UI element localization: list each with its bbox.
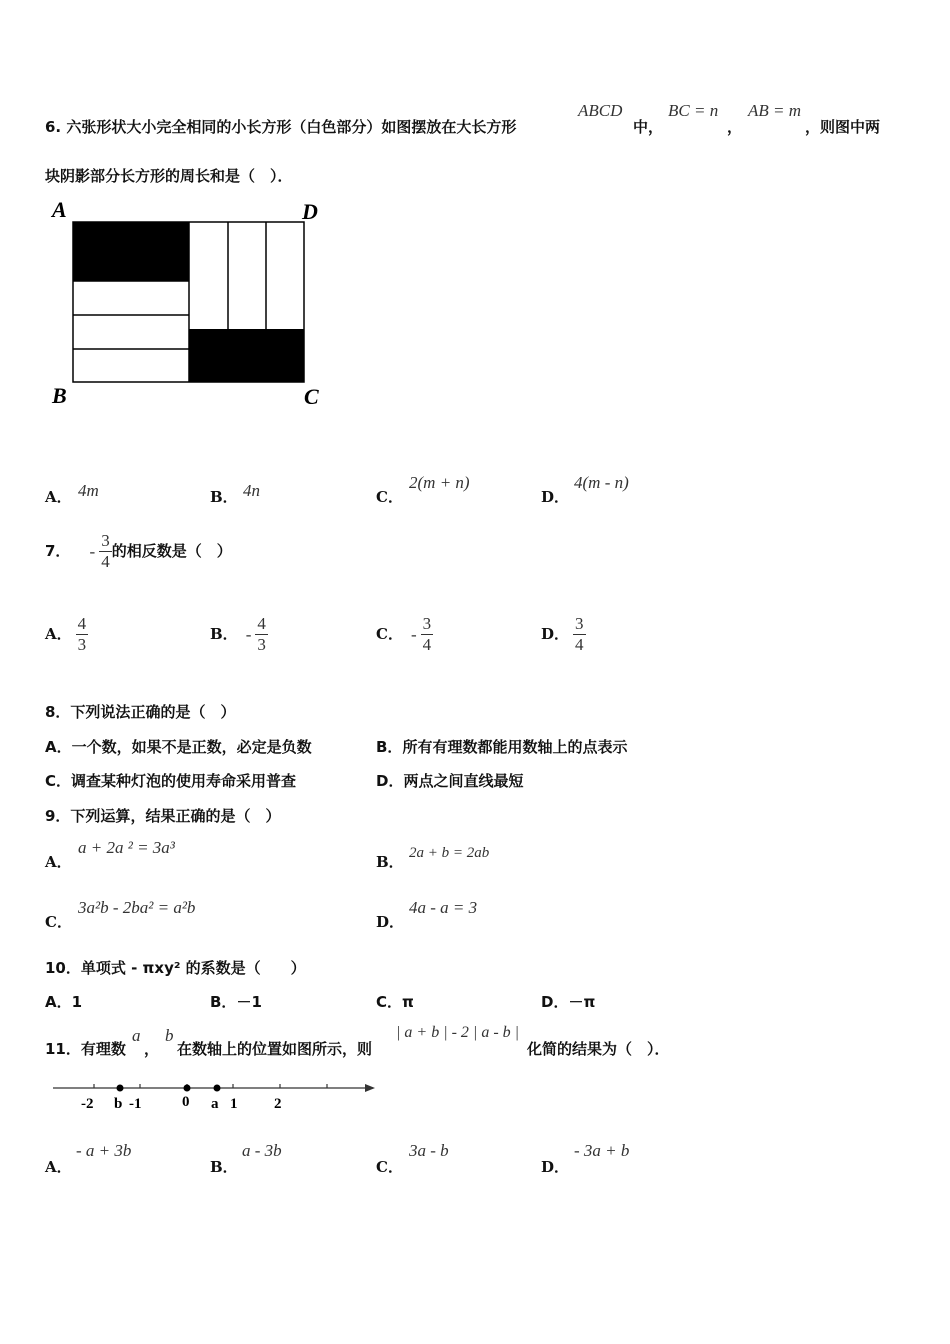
q6-option-a-text: 4m (78, 481, 99, 500)
point-b (117, 1085, 124, 1092)
q11-option-c-label: C． (376, 1158, 403, 1176)
q9-stem: 9．下列运算，结果正确的是（ ） (45, 807, 281, 825)
figure-label-b: B (52, 383, 67, 408)
shaded-rect-top-left (73, 222, 189, 281)
q9-option-a-text: a + 2a ² = 3a³ (78, 838, 175, 857)
q6-rect-name: ABCD (578, 101, 623, 120)
q11-comma: ， (144, 1040, 160, 1058)
q6-option-b-label: B． (210, 488, 238, 506)
q6-comma: ， (727, 118, 743, 136)
q6-rectangle-figure (45, 195, 335, 415)
q6-option-d-label: D． (541, 488, 570, 506)
q11-expression: | a + b | - 2 | a - b | (396, 1024, 520, 1041)
q7-option-a: A． $\frac{4}{3}$ (45, 614, 87, 654)
q9-option-b-label: B． (376, 853, 404, 871)
q11-var-a: a (132, 1026, 141, 1045)
q6-option-d-text: 4(m - n) (574, 473, 629, 492)
axis-label-2: 2 (274, 1096, 282, 1112)
q10-stem: 10．单项式 - πxy² 的系数是（ ） (45, 959, 306, 977)
q11-var-b: b (165, 1026, 174, 1045)
q6-ab-eq: AB = m (748, 101, 802, 120)
point-zero (184, 1085, 191, 1092)
axis-label-1: 1 (230, 1096, 238, 1112)
number-line-arrow (365, 1084, 375, 1092)
q9-option-b-text: 2a + b = 2ab (409, 845, 490, 861)
axis-label-a: a (211, 1096, 219, 1112)
axis-label-zero: 0 (182, 1094, 190, 1110)
figure-label-a: A (52, 197, 67, 222)
q6-stem-part1: 6. 六张形状大小完全相同的小长方形（白色部分）如图摆放在大长方形 (45, 118, 517, 136)
point-a (214, 1085, 221, 1092)
q6-option-c-text: 2(m + n) (409, 473, 470, 492)
q6-option-a-label: A． (45, 488, 72, 506)
q9-option-d-text: 4a - a = 3 (409, 898, 478, 917)
figure-label-d: D (302, 199, 318, 224)
q7-number: 7． (45, 542, 71, 560)
q7-fraction: $\frac{3}{4}$ (101, 531, 110, 571)
q7-neg-sign: - (89, 541, 96, 561)
axis-label-neg1: -1 (129, 1096, 142, 1112)
q6-stem-part2: ，则图中两 (805, 118, 881, 136)
q11-option-b-text: a - 3b (242, 1141, 282, 1160)
q8-option-d: D．两点之间直线最短 (376, 772, 524, 790)
q11-stem-part1: 11．有理数 (45, 1040, 126, 1058)
q6-option-c-label: C． (376, 488, 403, 506)
q10-option-c: C．π (376, 993, 414, 1011)
q8-option-c: C．调查某种灯泡的使用寿命采用普查 (45, 772, 297, 790)
q6-bc-eq: BC = n (668, 101, 719, 120)
shaded-rect-bottom-right (189, 329, 304, 382)
q11-option-b-label: B． (210, 1158, 238, 1176)
q6-option-b-text: 4n (243, 481, 260, 500)
q11-option-a-text: - a + 3b (76, 1141, 132, 1160)
q10-option-a: A．1 (45, 993, 83, 1011)
q7-stem-text: 的相反数是（ ） (111, 542, 232, 560)
q7-stem (45, 531, 232, 572)
q8-stem: 8．下列说法正确的是（ ） (45, 703, 236, 721)
axis-label-b: b (114, 1096, 123, 1112)
q9-option-c-text: 3a²b - 2ba² = a²b (78, 898, 196, 917)
q8-option-a: A．一个数，如果不是正数，必定是负数 (45, 738, 312, 756)
q11-number-line (45, 1075, 385, 1115)
q6-stem-line2: 块阴影部分长方形的周长和是（ ）． (45, 167, 293, 185)
q11-option-d-text: - 3a + b (574, 1141, 630, 1160)
q7-option-d: D． $\frac{3}{4}$ (541, 614, 584, 654)
q6-zhong: 中， (633, 118, 664, 136)
q9-option-a-label: A． (45, 853, 72, 871)
axis-label-neg2: -2 (81, 1096, 94, 1112)
q9-option-c-label: C． (45, 913, 72, 931)
q11-stem-part2: 在数轴上的位置如图所示，则 (177, 1040, 373, 1058)
q7-option-c: C． - $\frac{3}{4}$ (376, 614, 432, 654)
q8-option-b: B．所有有理数都能用数轴上的点表示 (376, 738, 628, 756)
q11-option-a-label: A． (45, 1158, 72, 1176)
figure-label-c: C (304, 384, 319, 409)
q9-option-d-label: D． (376, 913, 405, 931)
q10-option-b: B．－1 (210, 993, 262, 1011)
q11-option-d-label: D． (541, 1158, 570, 1176)
q11-option-c-text: 3a - b (409, 1141, 449, 1160)
q11-stem-part3: 化简的结果为（ ）． (527, 1040, 670, 1058)
q10-option-d: D．－π (541, 993, 596, 1011)
q7-option-b: B． - $\frac{4}{3}$ (210, 614, 266, 654)
